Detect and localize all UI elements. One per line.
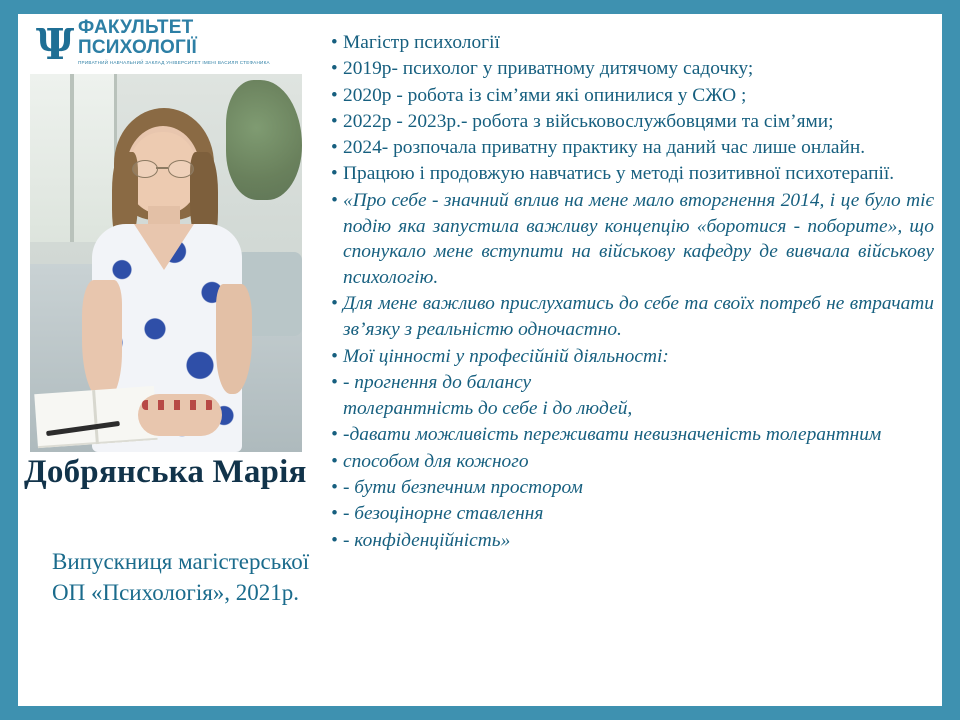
bullet-text: 2019р- психолог у приватному дитячому садочку; [343, 58, 754, 80]
photo-nails [142, 400, 214, 410]
bullet-item [330, 135, 934, 161]
bullet-item [330, 449, 934, 475]
photo-window-frame [70, 74, 74, 242]
bullet-text: Магістр психології [343, 32, 500, 53]
logo-text-block [78, 17, 270, 67]
psi-icon: Ψ [35, 20, 75, 69]
bullet-item [330, 422, 934, 448]
bullet-dot-icon: • [331, 450, 338, 472]
bullet-dot-icon: • [331, 58, 338, 80]
photo-glasses [130, 160, 196, 176]
portrait-photo [30, 74, 302, 452]
bullet-text: Працюю і продовжую навчатись у методі позитивної психотерапії. [343, 163, 895, 185]
bullet-dot-icon: • [331, 371, 338, 393]
bullet-dot-icon: • [331, 529, 338, 551]
bullet-dot-icon: • [331, 424, 338, 446]
bullet-item [330, 56, 934, 82]
bullet-text: - бути безпечним простором [343, 477, 583, 499]
photo-notebook-spine [92, 390, 99, 444]
photo-glasses-bridge [156, 167, 168, 169]
person-name: Добрянська Марія [24, 454, 307, 490]
bullet-item [330, 109, 934, 135]
bullet-item [330, 475, 934, 501]
bullet-dot-icon: • [331, 477, 338, 499]
bullet-item [330, 291, 934, 343]
bullet-item [330, 161, 934, 187]
bullet-text: - безоцінорне ставлення [343, 503, 544, 525]
slide-content-panel [18, 14, 942, 706]
bullet-item [330, 30, 934, 56]
photo-glasses-right-lens [168, 160, 194, 178]
photo-left-arm [82, 280, 122, 400]
logo-line-2: ПСИХОЛОГІЇ [78, 37, 197, 58]
logo-subline: ПРИВАТНИЙ НАВЧАЛЬНИЙ ЗАКЛАД УНІВЕРСИТЕТ ІМЕНІ ВАСИЛЯ СТЕФАНИКА [78, 60, 270, 65]
bullet-item [330, 188, 934, 291]
faculty-logo [32, 17, 270, 76]
bullet-dot-icon: • [331, 345, 338, 367]
bullet-dot-icon: • [331, 163, 338, 185]
bullet-item [330, 528, 934, 554]
bullet-item [330, 344, 934, 370]
bullet-text: - прогнення до балансу [343, 371, 532, 393]
bullet-dot-icon: • [331, 110, 338, 132]
bullet-text: Мої цінності у професійній діяльності: [343, 345, 669, 367]
bullet-item [330, 370, 934, 396]
left-column [18, 14, 330, 706]
bullet-text: 2020р - робота із сім’ями які опинилися у СЖО ; [343, 84, 747, 106]
bullet-dot-icon: • [331, 503, 338, 525]
photo-neckline [134, 224, 194, 270]
bullet-text: способом для кожного [343, 450, 529, 472]
bullet-item [330, 396, 934, 422]
right-column [330, 30, 934, 554]
bullet-list [330, 30, 934, 553]
bullet-dot-icon: • [331, 293, 338, 315]
bullet-dot-icon: • [331, 137, 338, 159]
bullet-item [330, 501, 934, 527]
person-subtitle: Випускниця магістерської ОП «Психологія», 2021р. [52, 549, 310, 605]
bullet-dot-icon: • [331, 189, 338, 211]
bullet-dot-icon: • [331, 84, 338, 106]
bullet-text: 2022р - 2023р.- робота з військовослужбовцями та сім’ями; [343, 110, 834, 132]
bullet-text: Для мене важливо прислухатись до себе та своїх потреб не втрачати зв’язку з реальністю одночастно. [343, 293, 934, 341]
bullet-text: - конфіденційність» [343, 529, 511, 551]
photo-glasses-left-lens [132, 160, 158, 178]
bullet-text: 2024- розпочала приватну практику на даний час лише онлайн. [343, 137, 866, 159]
bullet-text: -давати можливість переживати невизначеність толерантним [343, 424, 882, 446]
bullet-dot-icon: • [331, 32, 338, 53]
bullet-item [330, 83, 934, 109]
photo-right-arm [216, 284, 252, 394]
logo-line-1: ФАКУЛЬТЕТ [78, 17, 194, 38]
bullet-text: «Про себе - значний вплив на мене мало вторгнення 2014, і це було тіє подію яка запустила важливу концепцію «боротися - поборите», що спонукало мене вступити на військову кафедру де вивчала військову психологію. [343, 189, 934, 289]
bullet-text: толерантність до себе і до людей, [343, 398, 633, 420]
